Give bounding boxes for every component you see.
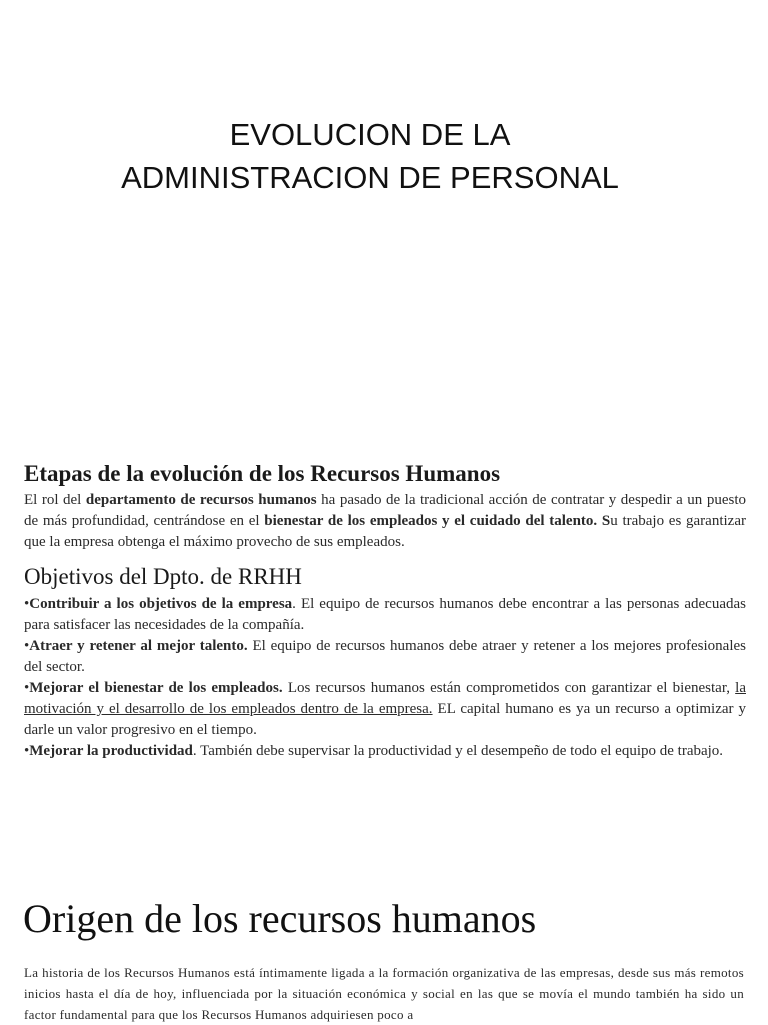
origin-heading: Origen de los recursos humanos bbox=[23, 896, 537, 941]
stages-bold-d: bienestar de los empleados y el cuidado del talento. S bbox=[264, 513, 611, 529]
objective-underlined: la motivación y el desarrollo de los empleados dentro de la empresa. bbox=[24, 680, 746, 717]
objective-item bbox=[24, 594, 746, 636]
objectives-heading: Objetivos del Dpto. de RRHH bbox=[24, 564, 302, 589]
objective-text: El equipo de recursos humanos debe atraer y retener a los mejores profesionales del sector. bbox=[24, 638, 746, 675]
objective-item bbox=[24, 678, 746, 741]
objective-bullet: • bbox=[24, 680, 30, 696]
objective-bold: Mejorar el bienestar de los empleados. bbox=[29, 680, 283, 696]
stages-text-a: El rol del bbox=[24, 492, 86, 508]
objective-bold: Contribuir a los objetivos de la empresa bbox=[29, 596, 293, 612]
stages-section bbox=[24, 459, 746, 762]
objective-bold: Mejorar la productividad bbox=[29, 743, 193, 759]
slide-title bbox=[0, 113, 740, 199]
objective-text-2: EL capital humano es ya un recurso a optimizar y darle un valor progresivo en el tiempo. bbox=[24, 701, 746, 738]
stages-heading: Etapas de la evolución de los Recursos Humanos bbox=[24, 461, 501, 486]
slide-title-line-2: ADMINISTRACION DE PERSONAL bbox=[121, 160, 619, 195]
objective-bold: Atraer y retener al mejor talento. bbox=[29, 638, 248, 654]
objective-bullet: • bbox=[24, 638, 30, 654]
stages-paragraph bbox=[24, 490, 746, 553]
objective-text: . También debe supervisar la productividad y el desempeño de todo el equipo de trabajo. bbox=[192, 743, 724, 759]
objective-bullet: • bbox=[24, 596, 30, 612]
stages-text-e: u trabajo es garantizar que la empresa obtenga el máximo provecho de sus empleados. bbox=[24, 513, 746, 550]
objective-bullet: • bbox=[24, 743, 30, 759]
objective-item bbox=[24, 636, 746, 678]
stages-bold-b: departamento de recursos humanos bbox=[85, 492, 317, 508]
slide-title-line-1: EVOLUCION DE LA bbox=[229, 117, 511, 152]
objective-item bbox=[24, 741, 746, 762]
origin-paragraph: La historia de los Recursos Humanos está íntimamente ligada a la formación organizativa de las empresas, desde sus más remotos inicios hasta el día de hoy, influenciada por la situación económica y social en las que se movía el mundo también ha sido un factor fundamental para que los Recursos Humanos adquiriesen poco a bbox=[24, 965, 744, 1022]
stages-text-c: ha pasado de la tradicional acción de contratar y despedir a un puesto de más profundidad, centrándose en el bbox=[24, 492, 746, 529]
objective-text: Los recursos humanos están comprometidos con garantizar el bienestar, bbox=[282, 680, 736, 696]
objective-text: . El equipo de recursos humanos debe encontrar a las personas adecuadas para satisfacer las necesidades de la compañía. bbox=[24, 596, 746, 633]
